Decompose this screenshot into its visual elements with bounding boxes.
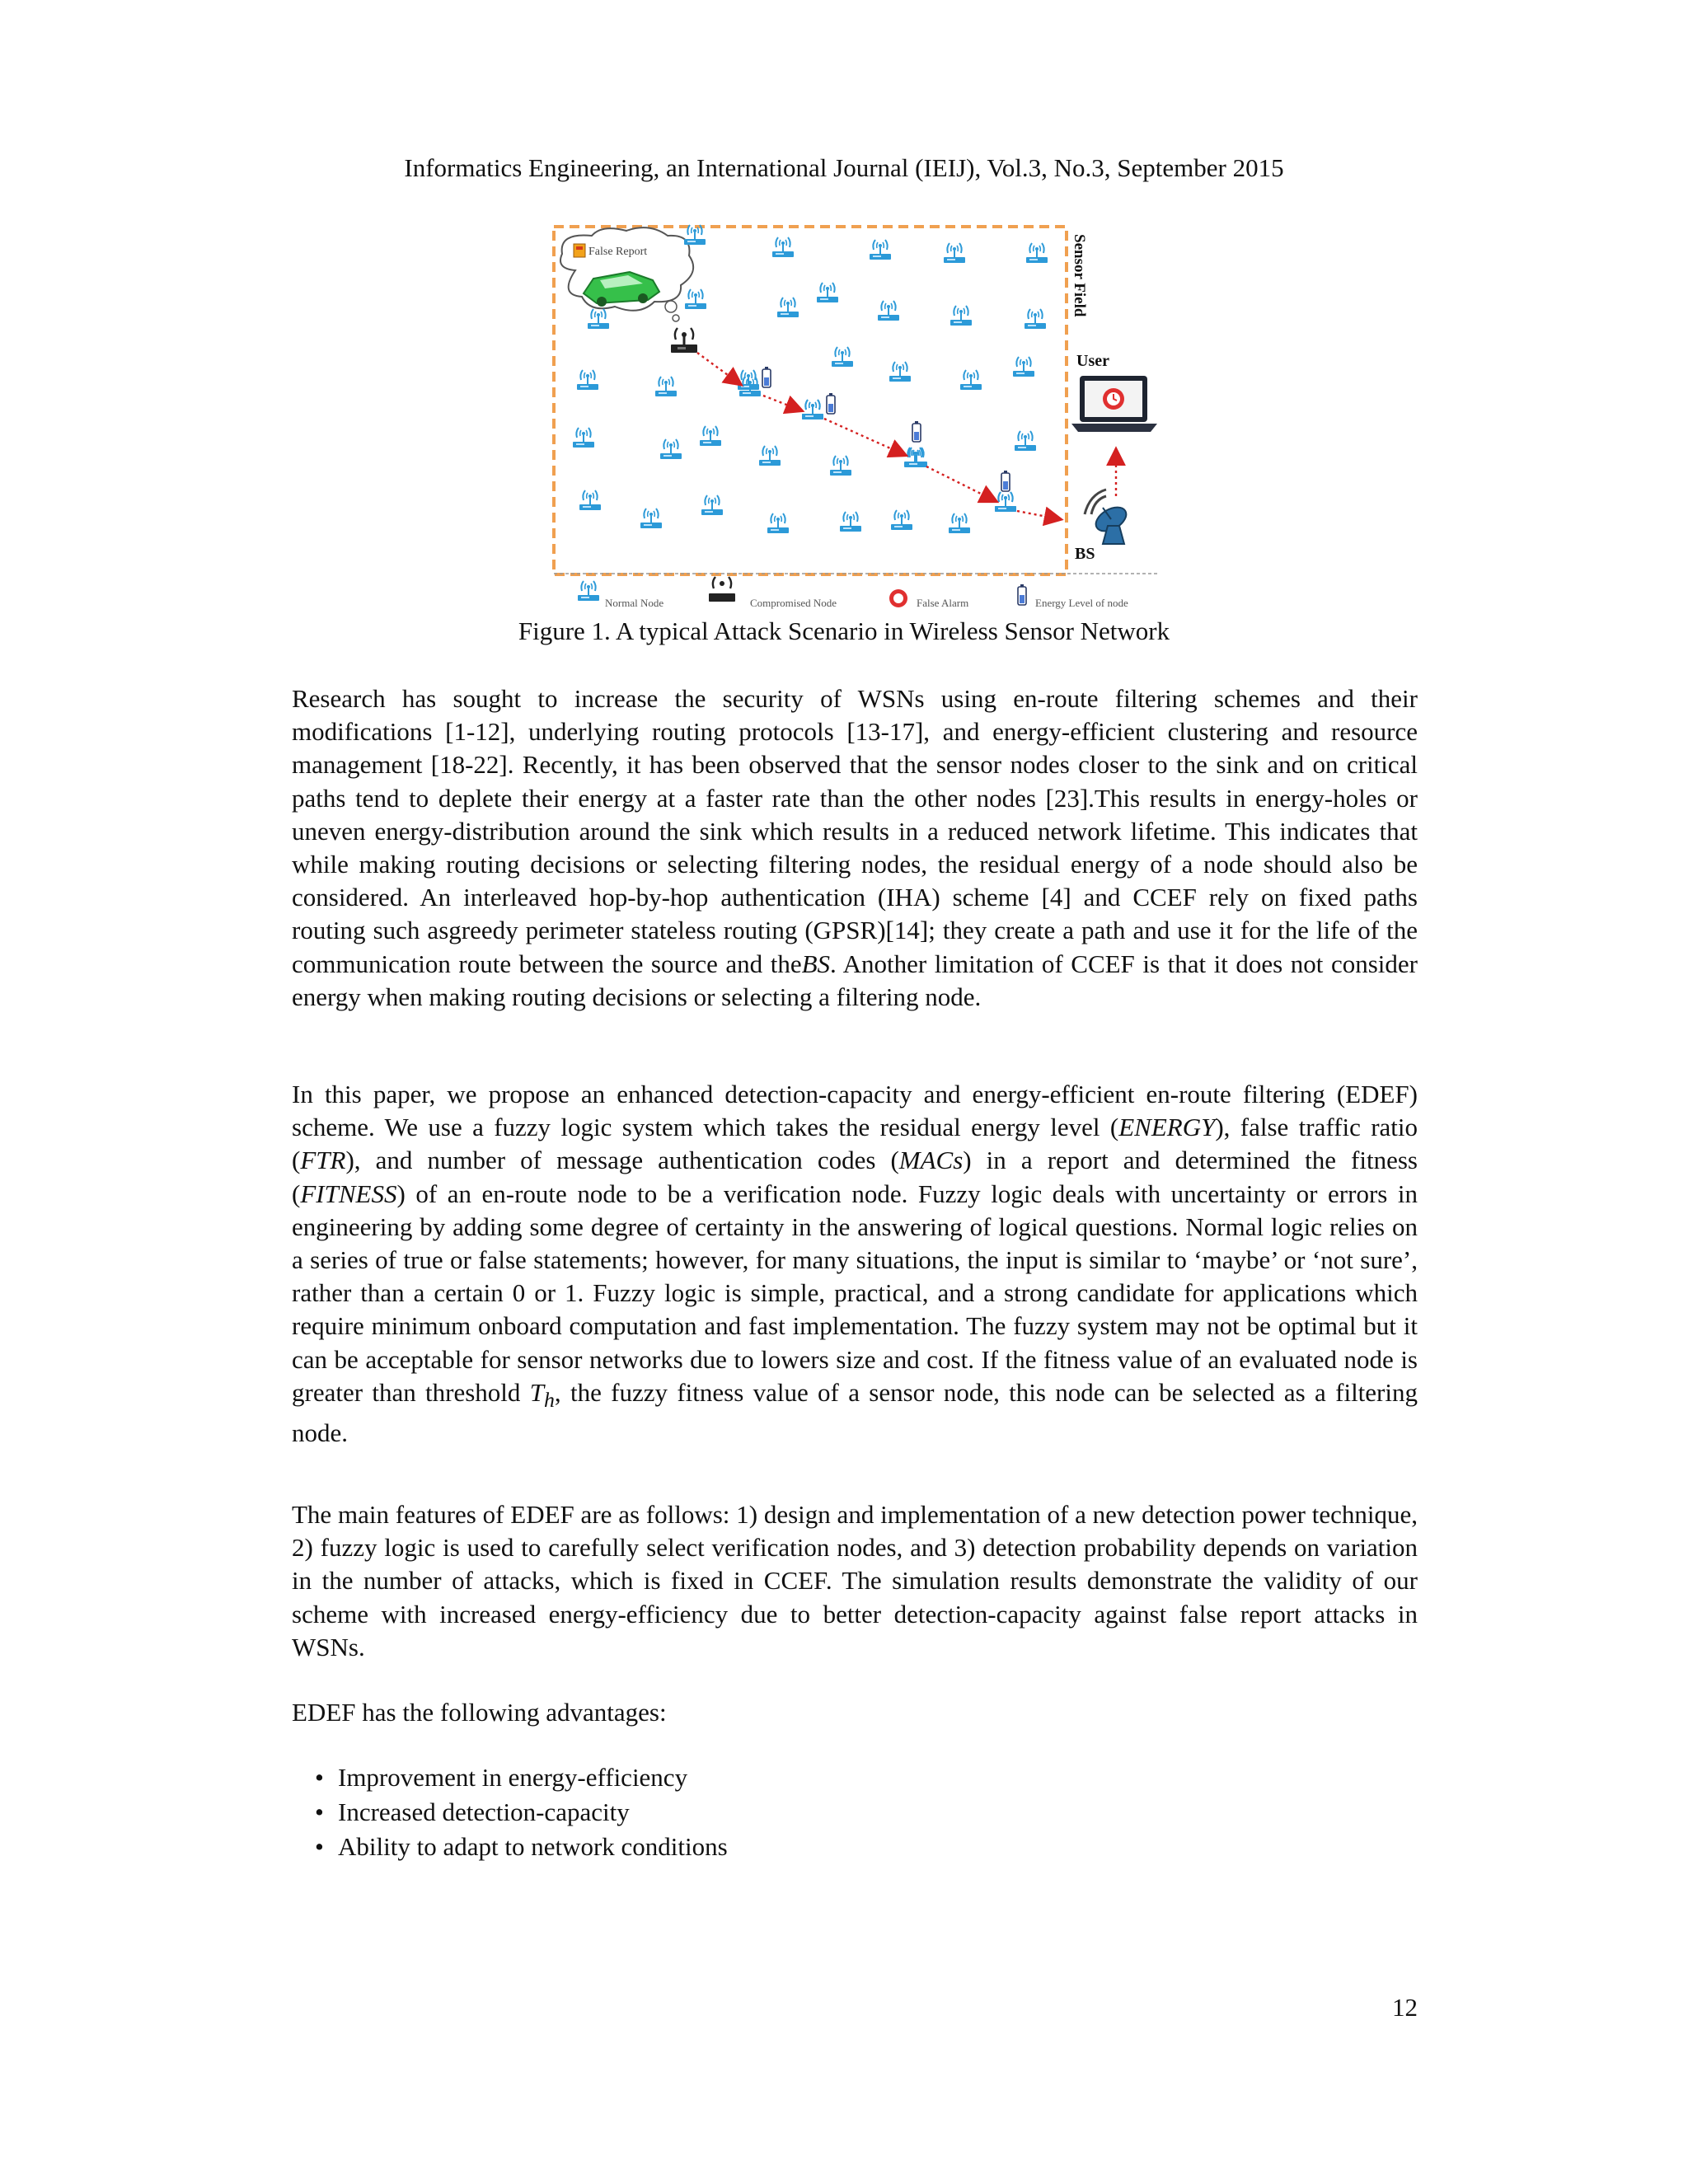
compromised-node (671, 328, 697, 353)
list-item: • Increased detection-capacity (315, 1797, 630, 1826)
legend-energy-level: Energy Level of node (1035, 597, 1128, 609)
advantages-list (315, 1760, 728, 1864)
legend-false-alarm: False Alarm (917, 597, 969, 609)
legend-compromised-node: Compromised Node (750, 597, 837, 609)
paragraph-main-features: The main features of EDEF are as follows: 1) design and implementation of a new detection power technique, 2) fuzzy logic is used to carefully select verification nodes, and 3) detection probability depends on variation in the number of attacks, which is fixed in CCEF. The simulation results demonstrate the validity of our scheme with increased energy-efficiency due to better detection-capacity against false report attacks in WSNs. (292, 1500, 1418, 1661)
figure-caption: Figure 1. A typical Attack Scenario in Wireless Sensor Network (518, 616, 1170, 645)
page-number: 12 (1392, 1993, 1418, 2022)
false-report-label: False Report (588, 246, 648, 258)
false-alarm-icon (1103, 388, 1124, 410)
base-station (1085, 490, 1130, 544)
running-header: Informatics Engineering, an International Journal (IEIJ), Vol.3, No.3, September 2015 (404, 153, 1284, 182)
figure-legend (578, 577, 1128, 609)
bs-label: BS (1075, 545, 1095, 563)
paragraph-advantages-intro: EDEF has the following advantages: (292, 1698, 667, 1727)
routing-path-nodes (739, 377, 1016, 512)
legend-normal-node: Normal Node (605, 597, 664, 609)
attack-scenario-figure (551, 221, 1160, 616)
sensor-field-label: Sensor Field (1071, 234, 1088, 317)
list-item: • Improvement in energy-efficiency (315, 1763, 688, 1792)
user-label: User (1076, 352, 1109, 370)
user-laptop (1071, 376, 1157, 432)
list-item: • Ability to adapt to network conditions (315, 1832, 728, 1861)
false-report-cloud (560, 227, 693, 321)
paragraph-proposal: In this paper, we propose an enhanced detection-capacity and energy-efficient en-route filtering (EDEF) scheme. We use a fuzzy logic system which takes the residual energy level (ENERGY), false traffic ratio (FTR), and number of message authentication codes (MACs) in a report and determined the fitness (FITNESS) of an en-route node to be a verification node. Fuzzy logic deals with uncertainty or errors in engineering by adding some degree of certainty in the answering of logical questions. Normal logic relies on a series of true or false statements; however, for many situations, the input is similar to ‘maybe’ or ‘not sure’, rather than a certain 0 or 1. Fuzzy logic is simple, practical, and a strong candidate for applications which require minimum onboard computation and fast implementation. The fuzzy system may not be optimal but it can be acceptable for sensor networks due to lowers size and cost. If the fitness value of an evaluated node is greater than threshold $T_h$, the fuzzy fitness value of a sensor node, this node can be selected as a filtering node. (292, 1080, 1418, 1448)
paragraph-related-work: Research has sought to increase the security of WSNs using en-route filtering schemes and their modifications [1-12], underlying routing protocols [13-17], and energy-efficient clustering and resource management [18-22]. Recently, it has been observed that the sensor nodes closer to the sink and on critical paths tend to deplete their energy at a faster rate than the other nodes [23].This results in energy-holes or uneven energy-distribution around the sink which results in a reduced network lifetime. This indicates that while making routing decisions or selecting filtering nodes, the residual energy of a node should also be considered. An interleaved hop-by-hop authentication (IHA) scheme [4] and CCEF rely on fixed paths routing such asgreedy perimeter stateless routing (GPSR)[14]; they create a path and use it for the life of the communication route between the source and theBS. Another limitation of CCEF is that it does not consider energy when making routing decisions or selecting a filtering node. (292, 684, 1418, 1011)
